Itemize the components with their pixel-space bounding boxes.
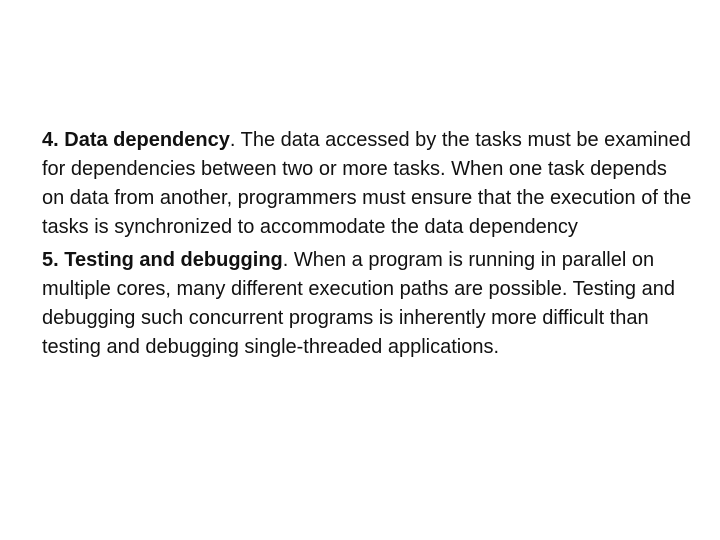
slide-content	[42, 126, 692, 362]
item-number: 4.	[42, 129, 59, 151]
item-data-dependency: 4. Data dependency. The data accessed by the tasks must be examined for dependencies between two or more tasks. When one task depends on data from another, programmers must ensure that the execution of the tasks is synchronized to accommodate the data dependency	[42, 129, 692, 238]
item-testing-and-debugging: 5. Testing and debugging. When a program is running in parallel on multiple cores, many different execution paths are possible. Testing and debugging such concurrent programs is inherently more difficult than testing and debugging single-threaded applications.	[42, 249, 675, 358]
item-body: When a program is running in parallel on multiple cores, many different execution paths are possible. Testing and debugging such concurrent programs is inherently more difficult than testing and debugging single-threaded applications.	[42, 249, 675, 358]
item-heading	[42, 249, 283, 271]
item-title: Data dependency	[64, 129, 230, 151]
item-title: Testing and debugging	[64, 249, 283, 271]
item-heading	[42, 129, 230, 151]
item-number: 5.	[42, 249, 59, 271]
item-body: The data accessed by the tasks must be examined for dependencies between two or more tasks. When one task depends on data from another, programmers must ensure that the execution of the tasks is synchronized to accommodate the data dependency	[42, 129, 692, 238]
